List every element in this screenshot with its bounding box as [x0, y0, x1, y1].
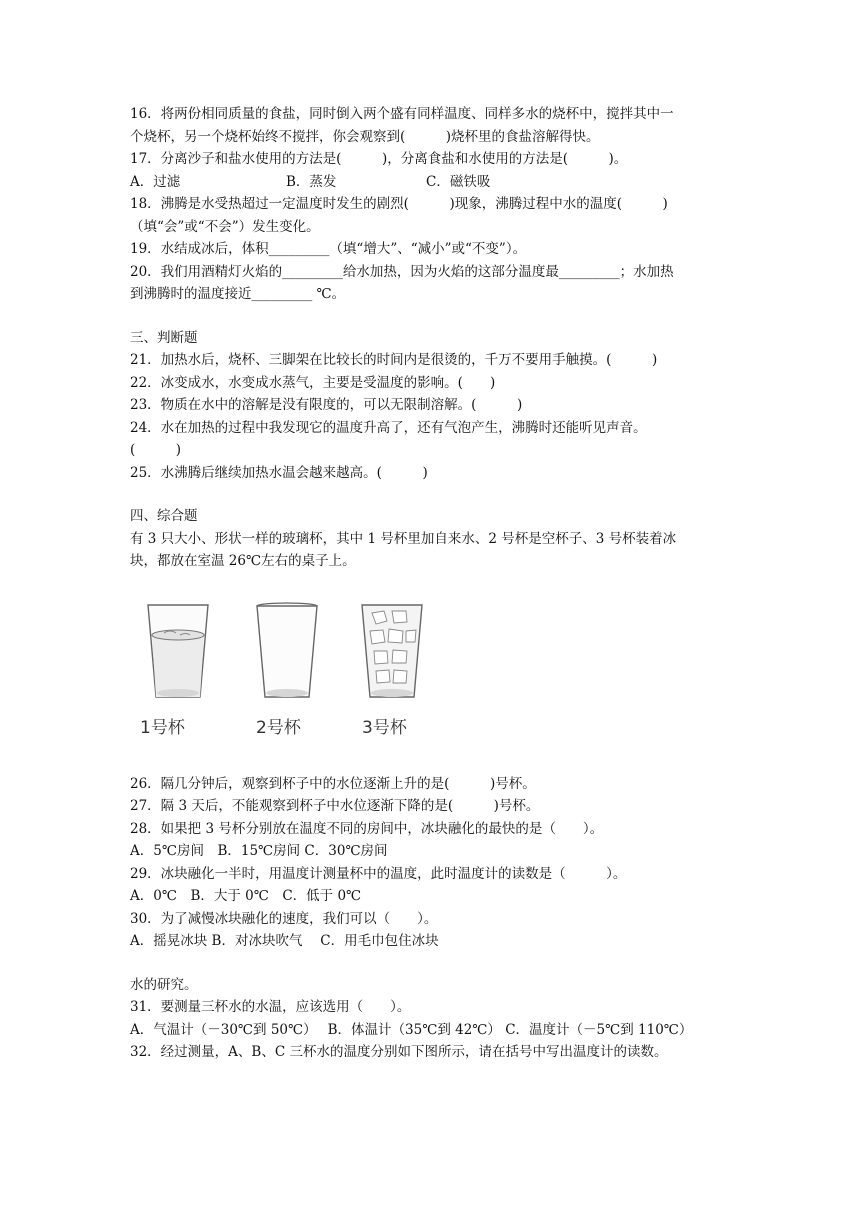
cup-3-label: 3号杯	[362, 717, 407, 738]
question-18-line-2: （填“会”或“不会”）发生变化。	[130, 218, 320, 235]
question-18-line-1: 18．沸腾是水受热超过一定温度时发生的剧烈( )现象，沸腾过程中水的温度( )	[130, 196, 668, 212]
question-28-options: A．5℃房间 B．15℃房间 C．30℃房间	[130, 843, 388, 859]
cup-1-label: 1号杯	[140, 717, 185, 738]
question-19: 19．水结成冰后，体积_________（填“增大”、“减小”或“不变”）。	[130, 241, 527, 257]
question-16-line-2: 个烧杯，另一个烧杯始终不搅拌，你会观察到( )烧杯里的食盐溶解得快。	[130, 128, 600, 145]
question-16-line-1: 16．将两份相同质量的食盐，同时倒入两个盛有同样温度、同样多水的烧杯中，搅拌其中一	[130, 106, 674, 122]
question-17-options	[130, 171, 735, 194]
cup-1-water-icon	[144, 601, 212, 701]
question-17: 17．分离沙子和盐水使用的方法是( )，分离食盐和水使用的方法是( )。	[130, 151, 628, 167]
question-27: 27．隔 3 天后，不能观察到杯子中水位逐渐下降的是( )号杯。	[130, 798, 540, 814]
question-25: 25．水沸腾后继续加热水温会越来越高。( )	[130, 464, 428, 481]
option-a: A．过滤	[130, 173, 181, 190]
question-29-options: A．0℃ B．大于 0℃ C．低于 0℃	[130, 888, 362, 904]
cup-3-ice-icon	[358, 601, 426, 701]
worksheet-page	[130, 103, 735, 1064]
question-30-options: A．摇晃冰块 B．对冰块吹气 C．用毛巾包住冰块	[130, 933, 439, 949]
question-31-options: A．气温计（－30℃到 50℃） B．体温计（35℃到 42℃） C．温度计（－5℃到 110℃）	[130, 1021, 693, 1038]
question-28: 28．如果把 3 号杯分别放在温度不同的房间中，冰块融化的最快的是（ ）。	[130, 820, 604, 837]
question-20-line-2: 到沸腾时的温度接近_________ ℃。	[130, 286, 346, 302]
question-21: 21．加热水后，烧杯、三脚架在比较长的时间内是很烫的，千万不要用手触摸。( )	[130, 352, 658, 368]
question-31: 31．要测量三杯水的水温，应该选用（ ）。	[130, 999, 411, 1015]
option-b: B．蒸发	[286, 173, 337, 190]
question-24-line-1: 24．水在加热的过程中我发现它的温度升高了，还有气泡产生，沸腾时还能听见声音。	[130, 419, 647, 436]
question-23: 23．物质在水中的溶解是没有限度的，可以无限制溶解。( )	[130, 397, 523, 413]
question-24-line-2: ( )	[130, 442, 182, 458]
section-3-heading: 三、判断题	[130, 329, 198, 346]
question-29: 29．冰块融化一半时，用温度计测量杯中的温度，此时温度计的读数是（ ）。	[130, 865, 627, 882]
section-5-heading: 水的研究。	[130, 976, 198, 993]
question-20-line-1: 20．我们用酒精灯火焰的_________给水加热，因为火焰的这部分温度最_________；水加热	[130, 263, 674, 280]
section-4-heading: 四、综合题	[130, 508, 198, 524]
question-22: 22．冰变成水，水变成水蒸气，主要是受温度的影响。( )	[130, 374, 496, 391]
section-4-intro-line-1: 有 3 只大小、形状一样的玻璃杯，其中 1 号杯里加自来水、2 号杯是空杯子、3 号杯装着冰	[130, 530, 677, 547]
section-4-intro-line-2: 块，都放在室温 26℃左右的桌子上。	[130, 553, 356, 569]
question-26: 26．隔几分钟后，观察到杯子中的水位逐渐上升的是( )号杯。	[130, 775, 536, 792]
cup-2-empty-icon	[253, 601, 321, 701]
cup-2-label: 2号杯	[256, 717, 301, 738]
question-32: 32．经过测量，A、B、C 三杯水的温度分别如下图所示，请在括号中写出温度计的读数。	[130, 1044, 668, 1060]
option-c: C．磁铁吸	[426, 173, 491, 190]
question-30: 30．为了减慢冰块融化的速度，我们可以（ ）。	[130, 910, 438, 927]
cups-figure	[130, 593, 735, 773]
